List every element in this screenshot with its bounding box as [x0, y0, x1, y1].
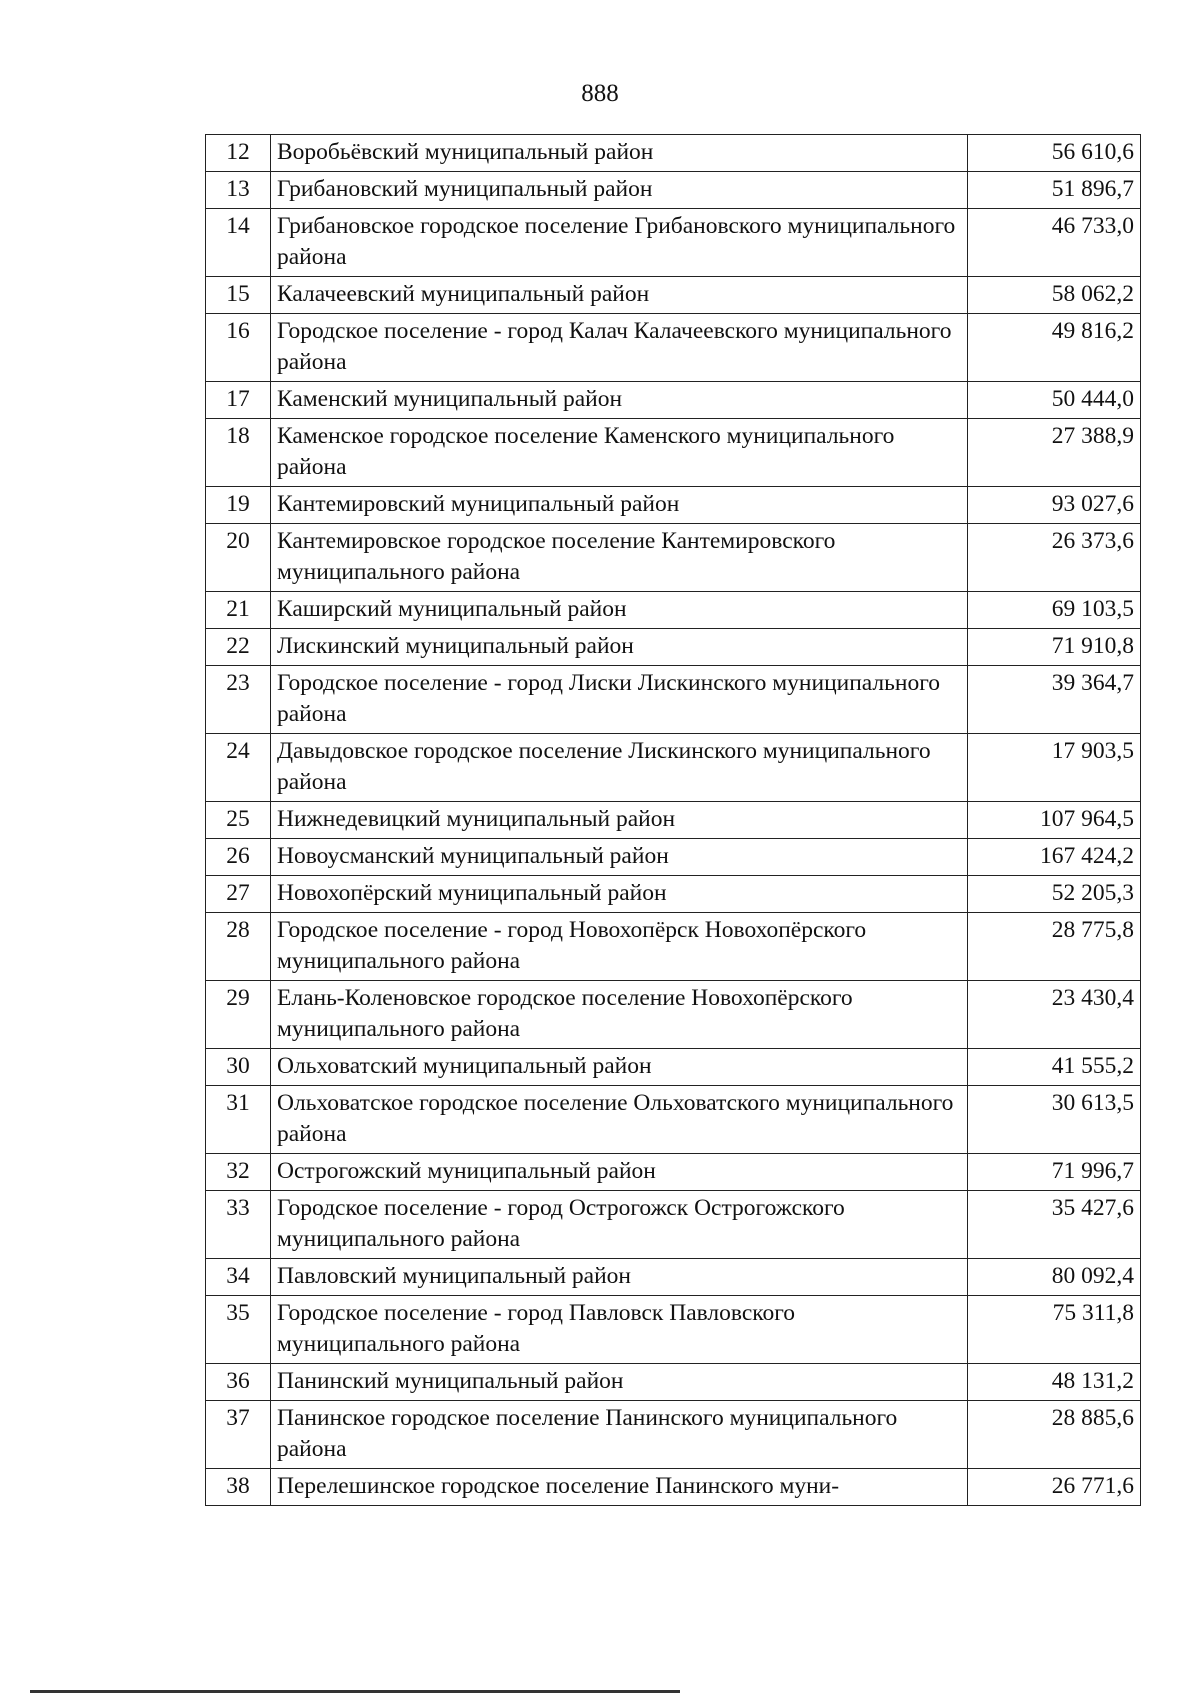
municipality-name-cell: Ольховатское городское поселение Ольховатского муниципального района	[271, 1086, 968, 1154]
table-row	[206, 209, 1141, 277]
amount-cell: 52 205,3	[968, 876, 1141, 913]
municipality-name-cell: Городское поселение - город Лиски Лискинского муниципального района	[271, 666, 968, 734]
municipality-name-cell: Кантемировское городское поселение Кантемировского муниципального района	[271, 524, 968, 592]
allocation-table-container	[205, 134, 1141, 1506]
amount-cell: 23 430,4	[968, 981, 1141, 1049]
table-row	[206, 277, 1141, 314]
row-number-cell: 14	[206, 209, 271, 277]
table-row	[206, 1401, 1141, 1469]
municipality-name-cell: Городское поселение - город Калач Калачеевского муниципального района	[271, 314, 968, 382]
row-number-cell: 26	[206, 839, 271, 876]
table-row	[206, 592, 1141, 629]
row-number-cell: 15	[206, 277, 271, 314]
table-row	[206, 1469, 1141, 1506]
row-number-cell: 12	[206, 135, 271, 172]
municipality-name-cell: Павловский муниципальный район	[271, 1259, 968, 1296]
row-number-cell: 32	[206, 1154, 271, 1191]
amount-cell: 80 092,4	[968, 1259, 1141, 1296]
amount-cell: 30 613,5	[968, 1086, 1141, 1154]
row-number-cell: 33	[206, 1191, 271, 1259]
municipality-name-cell: Городское поселение - город Острогожск Острогожского муниципального района	[271, 1191, 968, 1259]
row-number-cell: 37	[206, 1401, 271, 1469]
municipality-name-cell: Давыдовское городское поселение Лискинского муниципального района	[271, 734, 968, 802]
municipality-name-cell: Новохопёрский муниципальный район	[271, 876, 968, 913]
row-number-cell: 28	[206, 913, 271, 981]
amount-cell: 56 610,6	[968, 135, 1141, 172]
table-row	[206, 734, 1141, 802]
table-row	[206, 524, 1141, 592]
municipality-name-cell: Городское поселение - город Павловск Павловского муниципального района	[271, 1296, 968, 1364]
amount-cell: 17 903,5	[968, 734, 1141, 802]
municipality-name-cell: Перелешинское городское поселение Панинского муни-	[271, 1469, 968, 1506]
row-number-cell: 17	[206, 382, 271, 419]
table-row	[206, 419, 1141, 487]
row-number-cell: 16	[206, 314, 271, 382]
table-row	[206, 1049, 1141, 1086]
municipality-name-cell: Новоусманский муниципальный район	[271, 839, 968, 876]
table-row	[206, 172, 1141, 209]
municipality-name-cell: Грибановский муниципальный район	[271, 172, 968, 209]
row-number-cell: 29	[206, 981, 271, 1049]
amount-cell: 35 427,6	[968, 1191, 1141, 1259]
table-row	[206, 876, 1141, 913]
allocation-table	[205, 134, 1141, 1506]
municipality-name-cell: Грибановское городское поселение Грибановского муниципального района	[271, 209, 968, 277]
municipality-name-cell: Каменский муниципальный район	[271, 382, 968, 419]
table-row	[206, 981, 1141, 1049]
amount-cell: 107 964,5	[968, 802, 1141, 839]
municipality-name-cell: Каменское городское поселение Каменского муниципального района	[271, 419, 968, 487]
table-row	[206, 314, 1141, 382]
municipality-name-cell: Воробьёвский муниципальный район	[271, 135, 968, 172]
row-number-cell: 21	[206, 592, 271, 629]
municipality-name-cell: Кантемировский муниципальный район	[271, 487, 968, 524]
municipality-name-cell: Городское поселение - город Новохопёрск Новохопёрского муниципального района	[271, 913, 968, 981]
municipality-name-cell: Калачеевский муниципальный район	[271, 277, 968, 314]
municipality-name-cell: Лискинский муниципальный район	[271, 629, 968, 666]
municipality-name-cell: Панинское городское поселение Панинского муниципального района	[271, 1401, 968, 1469]
amount-cell: 27 388,9	[968, 419, 1141, 487]
amount-cell: 28 775,8	[968, 913, 1141, 981]
table-row	[206, 839, 1141, 876]
municipality-name-cell: Нижнедевицкий муниципальный район	[271, 802, 968, 839]
row-number-cell: 38	[206, 1469, 271, 1506]
row-number-cell: 19	[206, 487, 271, 524]
row-number-cell: 36	[206, 1364, 271, 1401]
page-number: 888	[581, 80, 619, 107]
amount-cell: 58 062,2	[968, 277, 1141, 314]
amount-cell: 28 885,6	[968, 1401, 1141, 1469]
table-row	[206, 1086, 1141, 1154]
row-number-cell: 22	[206, 629, 271, 666]
row-number-cell: 35	[206, 1296, 271, 1364]
table-row	[206, 1154, 1141, 1191]
amount-cell: 39 364,7	[968, 666, 1141, 734]
row-number-cell: 25	[206, 802, 271, 839]
row-number-cell: 34	[206, 1259, 271, 1296]
amount-cell: 167 424,2	[968, 839, 1141, 876]
row-number-cell: 27	[206, 876, 271, 913]
amount-cell: 26 373,6	[968, 524, 1141, 592]
table-row	[206, 666, 1141, 734]
municipality-name-cell: Каширский муниципальный район	[271, 592, 968, 629]
table-row	[206, 1364, 1141, 1401]
amount-cell: 71 910,8	[968, 629, 1141, 666]
table-row	[206, 1191, 1141, 1259]
table-row	[206, 382, 1141, 419]
table-row	[206, 913, 1141, 981]
amount-cell: 26 771,6	[968, 1469, 1141, 1506]
amount-cell: 93 027,6	[968, 487, 1141, 524]
row-number-cell: 18	[206, 419, 271, 487]
table-row	[206, 487, 1141, 524]
table-body	[206, 135, 1141, 1506]
amount-cell: 51 896,7	[968, 172, 1141, 209]
row-number-cell: 13	[206, 172, 271, 209]
amount-cell: 69 103,5	[968, 592, 1141, 629]
amount-cell: 75 311,8	[968, 1296, 1141, 1364]
table-row	[206, 802, 1141, 839]
table-row	[206, 629, 1141, 666]
amount-cell: 41 555,2	[968, 1049, 1141, 1086]
municipality-name-cell: Ольховатский муниципальный район	[271, 1049, 968, 1086]
row-number-cell: 30	[206, 1049, 271, 1086]
table-row	[206, 135, 1141, 172]
amount-cell: 46 733,0	[968, 209, 1141, 277]
amount-cell: 48 131,2	[968, 1364, 1141, 1401]
row-number-cell: 31	[206, 1086, 271, 1154]
row-number-cell: 20	[206, 524, 271, 592]
amount-cell: 71 996,7	[968, 1154, 1141, 1191]
amount-cell: 50 444,0	[968, 382, 1141, 419]
table-row	[206, 1259, 1141, 1296]
amount-cell: 49 816,2	[968, 314, 1141, 382]
municipality-name-cell: Елань-Коленовское городское поселение Новохопёрского муниципального района	[271, 981, 968, 1049]
row-number-cell: 24	[206, 734, 271, 802]
table-row	[206, 1296, 1141, 1364]
row-number-cell: 23	[206, 666, 271, 734]
municipality-name-cell: Панинский муниципальный район	[271, 1364, 968, 1401]
municipality-name-cell: Острогожский муниципальный район	[271, 1154, 968, 1191]
